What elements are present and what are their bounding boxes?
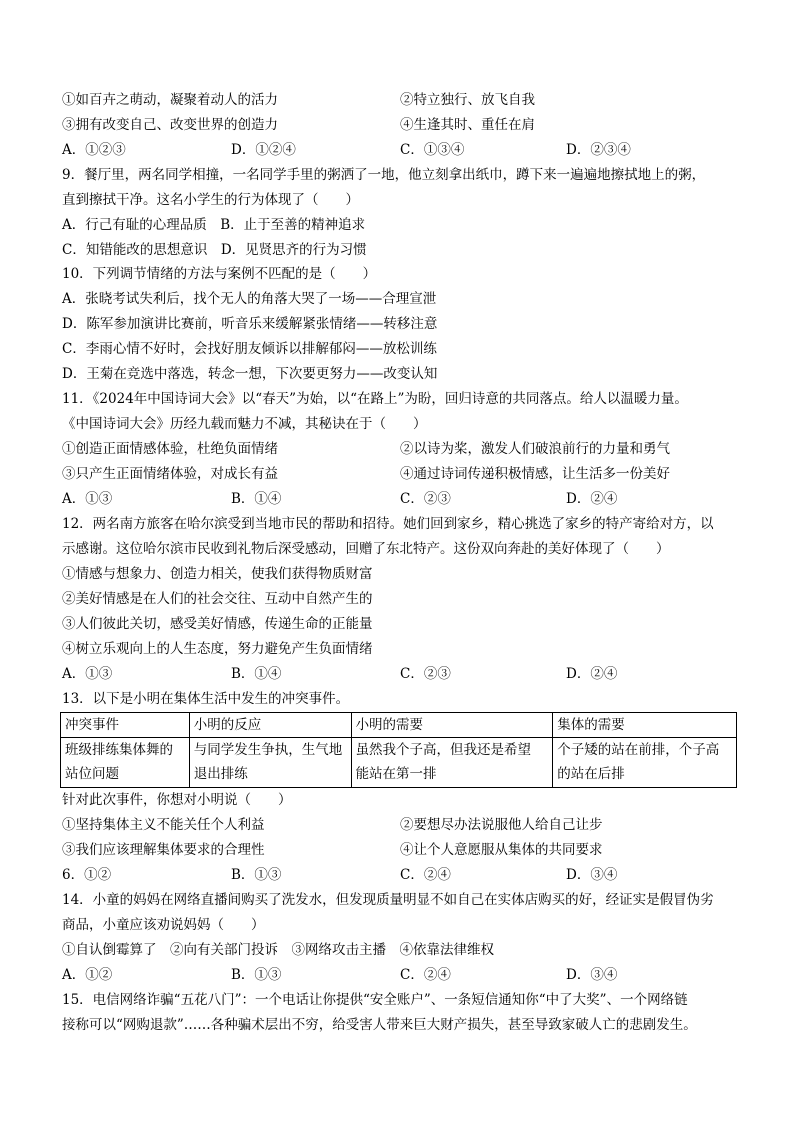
- q11-option-3: ③只产生正面情绪体验，对成长有益: [62, 466, 278, 482]
- cell-line: 与同学发生争执，生气地: [193, 742, 343, 758]
- q9-options-row-2: C．知错能改的思想意识 D．见贤思齐的行为习惯: [62, 242, 367, 258]
- table-header-cell: 集体的需要: [553, 713, 737, 738]
- table-header-cell: 冲突事件: [61, 713, 190, 738]
- q10-option-b: D．陈军参加演讲比赛前，听音乐来缓解紧张情绪——转移注意: [62, 316, 438, 332]
- q10-stem: 10．下列调节情绪的方法与案例不匹配的是（ ）: [62, 266, 377, 282]
- q12-choice-a: A．①③: [62, 666, 113, 682]
- q8-option-2: ②特立独行、放飞自我: [400, 92, 535, 108]
- q8-choice-d: D．②③④: [566, 142, 631, 158]
- q12-option-1: ①情感与想象力、创造力相关，使我们获得物质财富: [62, 566, 373, 582]
- q14-stem-line-1: 14．小童的妈妈在网络直播间购买了洗发水，但发现质量明显不如自己在实体店购买的好，经证实是假冒伪劣: [62, 892, 714, 908]
- q9-stem-line-1: 9．餐厅里，两名同学相撞，一名同学手里的粥洒了一地，他立刻拿出纸巾，蹲下来一遍遍地擦拭地上的粥，: [62, 167, 706, 183]
- q13-ask: 针对此次事件，你想对小明说（ ）: [62, 792, 292, 808]
- cell-line: 退出排练: [193, 766, 248, 782]
- cell-line: 能站在第一排: [355, 766, 437, 782]
- conflict-table: [60, 712, 737, 788]
- cell-line: 班级排练集体舞的: [65, 742, 173, 758]
- q12-option-2: ②美好情感是在人们的社会交往、互动中自然产生的: [62, 591, 373, 607]
- q11-option-1: ①创造正面情感体验，杜绝负面情绪: [62, 441, 278, 457]
- q13-stem: 13．以下是小明在集体生活中发生的冲突事件。: [62, 691, 350, 707]
- q14-choice-a: A．①②: [62, 967, 113, 983]
- q12-choice-c: C．②③: [400, 666, 451, 682]
- q14-choice-c: C．②④: [400, 967, 451, 983]
- q10-option-a: A．张晓考试失利后，找个无人的角落大哭了一场——合理宣泄: [62, 291, 437, 307]
- q13-option-2: ②要想尽办法说服他人给自己让步: [400, 817, 603, 833]
- q12-stem-line-2: 示感谢。这位哈尔滨市民收到礼物后深受感动，回赠了东北特产。这份双向奔赴的美好体现了（ ）: [62, 541, 670, 557]
- q11-choice-b: B．①④: [231, 491, 282, 507]
- q12-option-3: ③人们彼此关切，感受美好情感，传递生命的正能量: [62, 616, 373, 632]
- q14-stem-line-2: 商品，小童应该劝说妈妈（ ）: [62, 917, 265, 933]
- q14-choice-d: D．③④: [566, 967, 618, 983]
- q13-option-1: ①坚持集体主义不能关任个人利益: [62, 817, 265, 833]
- q12-option-4: ④树立乐观向上的人生态度，努力避免产生负面情绪: [62, 641, 373, 657]
- q8-choice-c: C．①③④: [400, 142, 465, 158]
- q9-options-row-1: A．行己有耻的心理品质 B．止于至善的精神追求: [62, 217, 366, 233]
- cell-line: 个子矮的站在前排，个子高: [557, 742, 720, 758]
- q14-options: ①自认倒霉算了 ②向有关部门投诉 ③网络攻击主播 ④依靠法律维权: [62, 942, 494, 958]
- table-header-cell: 小明的需要: [351, 713, 553, 738]
- q8-option-1: ①如百卉之萌动，凝聚着动人的活力: [62, 92, 278, 108]
- table-cell-collective-need: [553, 738, 737, 788]
- q13-choice-a: 6．①②: [62, 867, 112, 883]
- cell-line: 的站在后排: [557, 766, 625, 782]
- q8-option-3: ③拥有改变自己、改变世界的创造力: [62, 117, 278, 133]
- q8-choice-a: A．①②③: [62, 142, 126, 158]
- q10-option-d: D．王菊在竞选中落选，转念一想，下次要更努力——改变认知: [62, 366, 438, 382]
- table-row: [61, 738, 737, 788]
- q14-choice-b: B．①③: [231, 967, 282, 983]
- q9-stem-line-2: 直到擦拭干净。这名小学生的行为体现了（ ）: [62, 192, 359, 208]
- q11-choice-c: C．②③: [400, 491, 451, 507]
- cell-line: 站位问题: [65, 766, 119, 782]
- q13-choice-c: C．②④: [400, 867, 451, 883]
- q11-stem-line-1: 11．《2024年中国诗词大会》以“春天”为始，以“在路上”为盼，回归诗意的共同落点。给人以温暖力量。: [62, 391, 688, 407]
- q11-option-4: ④通过诗词传递积极情感，让生活多一份美好: [400, 466, 670, 482]
- q15-stem-line-2: 接称可以“网购退款”……各种骗术层出不穷，给受害人带来巨大财产损失，甚至导致家破人亡的悲剧发生。: [62, 1017, 697, 1033]
- q13-choice-d: D．③④: [566, 867, 618, 883]
- q11-stem-line-2: 《中国诗词大会》历经九载而魅力不减，其秘诀在于（ ）: [62, 416, 427, 432]
- table-cell-reaction: [189, 738, 351, 788]
- q11-option-2: ②以诗为桨，激发人们破浪前行的力量和勇气: [400, 441, 670, 457]
- q12-stem-line-1: 12．两名南方旅客在哈尔滨受到当地市民的帮助和招待。她们回到家乡，精心挑选了家乡的特产寄给对方，以: [62, 516, 714, 532]
- table-cell-event: [61, 738, 190, 788]
- table-cell-personal-need: [351, 738, 553, 788]
- q8-choice-b: D．①②④: [231, 142, 296, 158]
- q13-option-4: ④让个人意愿服从集体的共同要求: [400, 842, 603, 858]
- q11-choice-d: D．②④: [566, 491, 618, 507]
- cell-line: 虽然我个子高，但我还是希望: [355, 742, 532, 758]
- q15-stem-line-1: 15．电信网络诈骗“五花八门”：一个电话让你提供“安全账户”、一条短信通知你“中了大奖”、一个网络链: [62, 992, 688, 1008]
- q12-choice-b: B．①④: [231, 666, 282, 682]
- q13-option-3: ③我们应该理解集体要求的合理性: [62, 842, 265, 858]
- table-header-row: [61, 713, 737, 738]
- table-header-cell: 小明的反应: [189, 713, 351, 738]
- q11-choice-a: A．①③: [62, 491, 113, 507]
- q10-option-c: C．李雨心情不好时，会找好朋友倾诉以排解郁闷——放松训练: [62, 341, 437, 357]
- q12-choice-d: D．②④: [566, 666, 618, 682]
- q13-choice-b: B．①③: [231, 867, 282, 883]
- q8-option-4: ④生逢其时、重任在肩: [400, 117, 535, 133]
